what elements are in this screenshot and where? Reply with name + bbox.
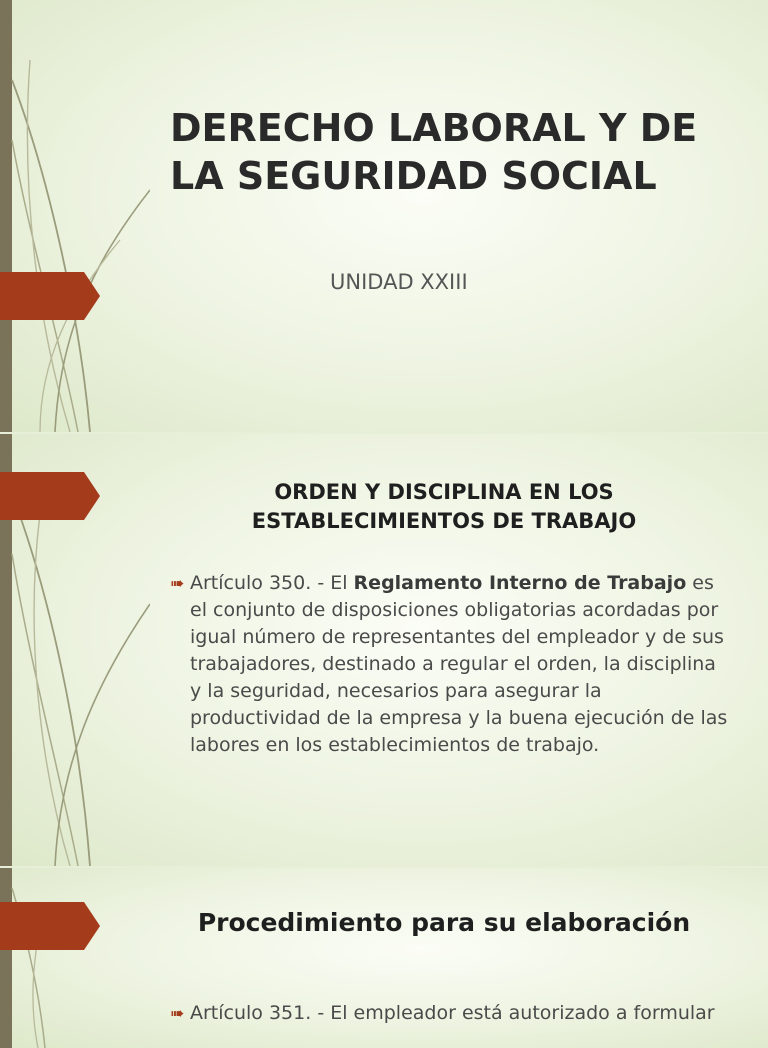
bullet-text: Artículo 350. - El Reglamento Interno de Trabajo es el conjunto de disposiciones obligatorias acordadas por igual número de representantes del empleador y de sus trabajadores, destinado a regular el orden, la disciplina y la seguridad, necesarios para asegurar la productividad de la empresa y la buena ejecución de las labores en los establecimientos de trabajo.	[190, 572, 728, 756]
slide-title: Procedimiento para su elaboración	[197, 908, 691, 937]
slide-title: DERECHO LABORAL Y DE LA SEGURIDAD SOCIAL	[170, 106, 698, 198]
accent-tab	[0, 272, 100, 320]
slide-title: ORDEN Y DISCIPLINA EN LOS ESTABLECIMIENTOS DE TRABAJO	[251, 480, 637, 533]
bullet-text: Artículo 351. - El empleador está autorizado a formular	[190, 1002, 715, 1024]
bold-term: Reglamento Interno de Trabajo	[353, 572, 687, 594]
accent-tab	[0, 472, 100, 520]
slide-2	[0, 434, 768, 866]
decorative-curves	[0, 868, 150, 1048]
slide-subtitle: UNIDAD XXIII	[330, 270, 468, 294]
list-item	[170, 1000, 730, 1027]
decorative-curves	[0, 0, 150, 432]
arrow-bullet-icon: ➠	[170, 1004, 185, 1024]
slide-3	[0, 868, 768, 1048]
arrow-bullet-icon: ➠	[170, 574, 185, 594]
accent-tab	[0, 902, 100, 950]
slide-1	[0, 0, 768, 432]
list-item	[170, 570, 730, 759]
